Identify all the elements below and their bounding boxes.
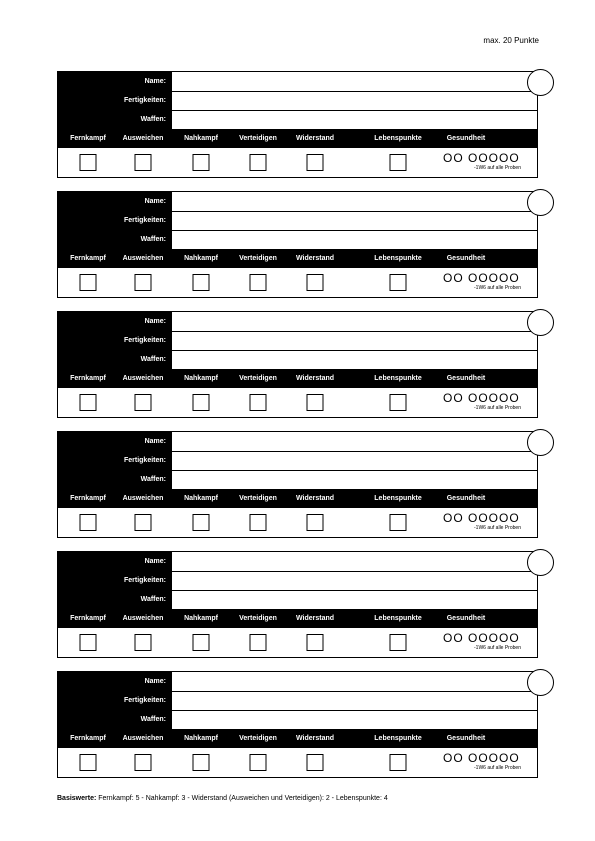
- name-field[interactable]: [172, 72, 537, 92]
- stat-label: Nahkampf: [184, 135, 218, 142]
- stat-checkbox[interactable]: [135, 394, 152, 411]
- stat-checkbox[interactable]: [390, 394, 407, 411]
- points-circle[interactable]: [527, 669, 554, 696]
- points-circle[interactable]: [527, 69, 554, 96]
- health-note: -1W6 auf alle Proben: [474, 645, 521, 651]
- stat-checkbox[interactable]: [135, 634, 152, 651]
- stat-label: Nahkampf: [184, 255, 218, 262]
- stat-checkbox[interactable]: [390, 754, 407, 771]
- stat-label: Gesundheit: [446, 135, 486, 142]
- health-circles[interactable]: OO OOOOO: [443, 151, 520, 165]
- skills-field[interactable]: [172, 91, 537, 111]
- stat-header-bar: [58, 609, 537, 628]
- stat-checkbox[interactable]: [135, 514, 152, 531]
- stat-header-bar: [58, 369, 537, 388]
- skills-field[interactable]: [172, 331, 537, 351]
- character-card: [57, 551, 538, 658]
- stat-label: Ausweichen: [122, 495, 164, 502]
- stat-checkbox[interactable]: [193, 514, 210, 531]
- stat-label: Widerstand: [295, 255, 335, 262]
- stat-label: Lebenspunkte: [374, 495, 422, 502]
- health-note: -1W6 auf alle Proben: [474, 285, 521, 291]
- stat-label: Ausweichen: [122, 255, 164, 262]
- stat-header-bar: [58, 129, 537, 148]
- stat-checkbox[interactable]: [135, 274, 152, 291]
- skills-label: Fertigkeiten:: [123, 457, 166, 464]
- skills-label: Fertigkeiten:: [123, 217, 166, 224]
- stat-label: Widerstand: [295, 615, 335, 622]
- character-card: [57, 311, 538, 418]
- stat-checkbox[interactable]: [250, 154, 267, 171]
- stat-label: Verteidigen: [239, 135, 277, 142]
- base-values-label: Basiswerte:: [57, 795, 97, 802]
- character-card: [57, 431, 538, 538]
- skills-field[interactable]: [172, 571, 537, 591]
- stat-checkbox[interactable]: [193, 754, 210, 771]
- name-label: Name:: [144, 198, 166, 205]
- name-field[interactable]: [172, 432, 537, 452]
- stat-checkbox[interactable]: [80, 154, 97, 171]
- skills-label: Fertigkeiten:: [123, 577, 166, 584]
- stat-header-bar: [58, 729, 537, 748]
- weapons-label: Waffen:: [140, 116, 166, 123]
- name-field[interactable]: [172, 552, 537, 572]
- stat-header-bar: [58, 489, 537, 508]
- stat-label: Ausweichen: [122, 375, 164, 382]
- health-note: -1W6 auf alle Proben: [474, 165, 521, 171]
- health-circles[interactable]: OO OOOOO: [443, 631, 520, 645]
- character-card: [57, 671, 538, 778]
- name-label: Name:: [144, 318, 166, 325]
- stat-checkbox[interactable]: [80, 394, 97, 411]
- skills-label: Fertigkeiten:: [123, 337, 166, 344]
- stat-checkbox[interactable]: [307, 754, 324, 771]
- stat-label: Nahkampf: [184, 735, 218, 742]
- stat-label: Gesundheit: [446, 375, 486, 382]
- character-card: [57, 71, 538, 178]
- stat-label: Gesundheit: [446, 255, 486, 262]
- stat-label: Gesundheit: [446, 735, 486, 742]
- stat-checkbox[interactable]: [307, 514, 324, 531]
- stat-checkbox[interactable]: [80, 274, 97, 291]
- label-column: [58, 72, 172, 129]
- name-label: Name:: [144, 438, 166, 445]
- name-label: Name:: [144, 678, 166, 685]
- stat-label: Verteidigen: [239, 735, 277, 742]
- skills-label: Fertigkeiten:: [123, 97, 166, 104]
- stat-label: Fernkampf: [70, 495, 106, 502]
- label-column: [58, 552, 172, 609]
- character-card: [57, 191, 538, 298]
- name-field[interactable]: [172, 192, 537, 212]
- weapons-field[interactable]: [172, 110, 537, 129]
- weapons-field[interactable]: [172, 470, 537, 489]
- stat-label: Fernkampf: [70, 375, 106, 382]
- stat-checkbox[interactable]: [250, 394, 267, 411]
- points-circle[interactable]: [527, 309, 554, 336]
- stat-label: Nahkampf: [184, 495, 218, 502]
- stat-checkbox[interactable]: [250, 514, 267, 531]
- name-field[interactable]: [172, 312, 537, 332]
- stat-checkbox[interactable]: [307, 634, 324, 651]
- stat-checkbox[interactable]: [307, 394, 324, 411]
- points-circle[interactable]: [527, 429, 554, 456]
- weapons-label: Waffen:: [140, 356, 166, 363]
- skills-field[interactable]: [172, 451, 537, 471]
- weapons-field[interactable]: [172, 710, 537, 729]
- stat-checkbox[interactable]: [135, 154, 152, 171]
- base-values-note: [57, 795, 388, 802]
- name-label: Name:: [144, 78, 166, 85]
- stat-label: Ausweichen: [122, 135, 164, 142]
- stat-checkbox[interactable]: [193, 634, 210, 651]
- label-column: [58, 432, 172, 489]
- stat-checkbox[interactable]: [250, 754, 267, 771]
- health-note: -1W6 auf alle Proben: [474, 405, 521, 411]
- stat-label: Ausweichen: [122, 735, 164, 742]
- stat-label: Verteidigen: [239, 495, 277, 502]
- stat-label: Lebenspunkte: [374, 735, 422, 742]
- health-circles[interactable]: OO OOOOO: [443, 391, 520, 405]
- stat-checkbox[interactable]: [135, 754, 152, 771]
- skills-field[interactable]: [172, 211, 537, 231]
- name-label: Name:: [144, 558, 166, 565]
- stat-header-bar: [58, 249, 537, 268]
- health-circles[interactable]: OO OOOOO: [443, 751, 520, 765]
- stat-label: Fernkampf: [70, 255, 106, 262]
- stat-checkbox[interactable]: [193, 394, 210, 411]
- stat-checkbox[interactable]: [193, 154, 210, 171]
- weapons-label: Waffen:: [140, 476, 166, 483]
- stat-label: Widerstand: [295, 375, 335, 382]
- stat-checkbox[interactable]: [390, 634, 407, 651]
- stat-label: Lebenspunkte: [374, 255, 422, 262]
- stat-checkbox[interactable]: [250, 274, 267, 291]
- stat-checkbox[interactable]: [390, 154, 407, 171]
- health-note: -1W6 auf alle Proben: [474, 765, 521, 771]
- max-points-note: max. 20 Punkte: [483, 36, 539, 45]
- stat-label: Widerstand: [295, 495, 335, 502]
- label-column: [58, 312, 172, 369]
- stat-label: Widerstand: [295, 735, 335, 742]
- health-note: -1W6 auf alle Proben: [474, 525, 521, 531]
- stat-label: Nahkampf: [184, 615, 218, 622]
- label-column: [58, 192, 172, 249]
- skills-label: Fertigkeiten:: [123, 697, 166, 704]
- stat-label: Lebenspunkte: [374, 135, 422, 142]
- stat-label: Ausweichen: [122, 615, 164, 622]
- stat-label: Lebenspunkte: [374, 615, 422, 622]
- weapons-field[interactable]: [172, 350, 537, 369]
- stat-checkbox[interactable]: [390, 514, 407, 531]
- stat-label: Verteidigen: [239, 375, 277, 382]
- stat-label: Fernkampf: [70, 135, 106, 142]
- name-field[interactable]: [172, 672, 537, 692]
- stat-label: Verteidigen: [239, 615, 277, 622]
- stat-label: Fernkampf: [70, 615, 106, 622]
- stat-checkbox[interactable]: [80, 514, 97, 531]
- stat-checkbox[interactable]: [250, 634, 267, 651]
- stat-label: Gesundheit: [446, 495, 486, 502]
- weapons-field[interactable]: [172, 590, 537, 609]
- weapons-field[interactable]: [172, 230, 537, 249]
- label-column: [58, 672, 172, 729]
- health-circles[interactable]: OO OOOOO: [443, 511, 520, 525]
- health-circles[interactable]: OO OOOOO: [443, 271, 520, 285]
- weapons-label: Waffen:: [140, 236, 166, 243]
- stat-label: Fernkampf: [70, 735, 106, 742]
- points-circle[interactable]: [527, 549, 554, 576]
- stat-checkbox[interactable]: [80, 634, 97, 651]
- stat-label: Lebenspunkte: [374, 375, 422, 382]
- weapons-label: Waffen:: [140, 716, 166, 723]
- skills-field[interactable]: [172, 691, 537, 711]
- stat-label: Verteidigen: [239, 255, 277, 262]
- stat-label: Nahkampf: [184, 375, 218, 382]
- stat-checkbox[interactable]: [193, 274, 210, 291]
- stat-label: Gesundheit: [446, 615, 486, 622]
- points-circle[interactable]: [527, 189, 554, 216]
- stat-checkbox[interactable]: [307, 274, 324, 291]
- stat-checkbox[interactable]: [307, 154, 324, 171]
- weapons-label: Waffen:: [140, 596, 166, 603]
- base-values-text: Fernkampf: 5 - Nahkampf: 3 - Widerstand (Ausweichen und Verteidigen): 2 - Lebenspunkte: 4: [96, 795, 388, 802]
- stat-label: Widerstand: [295, 135, 335, 142]
- stat-checkbox[interactable]: [390, 274, 407, 291]
- stat-checkbox[interactable]: [80, 754, 97, 771]
